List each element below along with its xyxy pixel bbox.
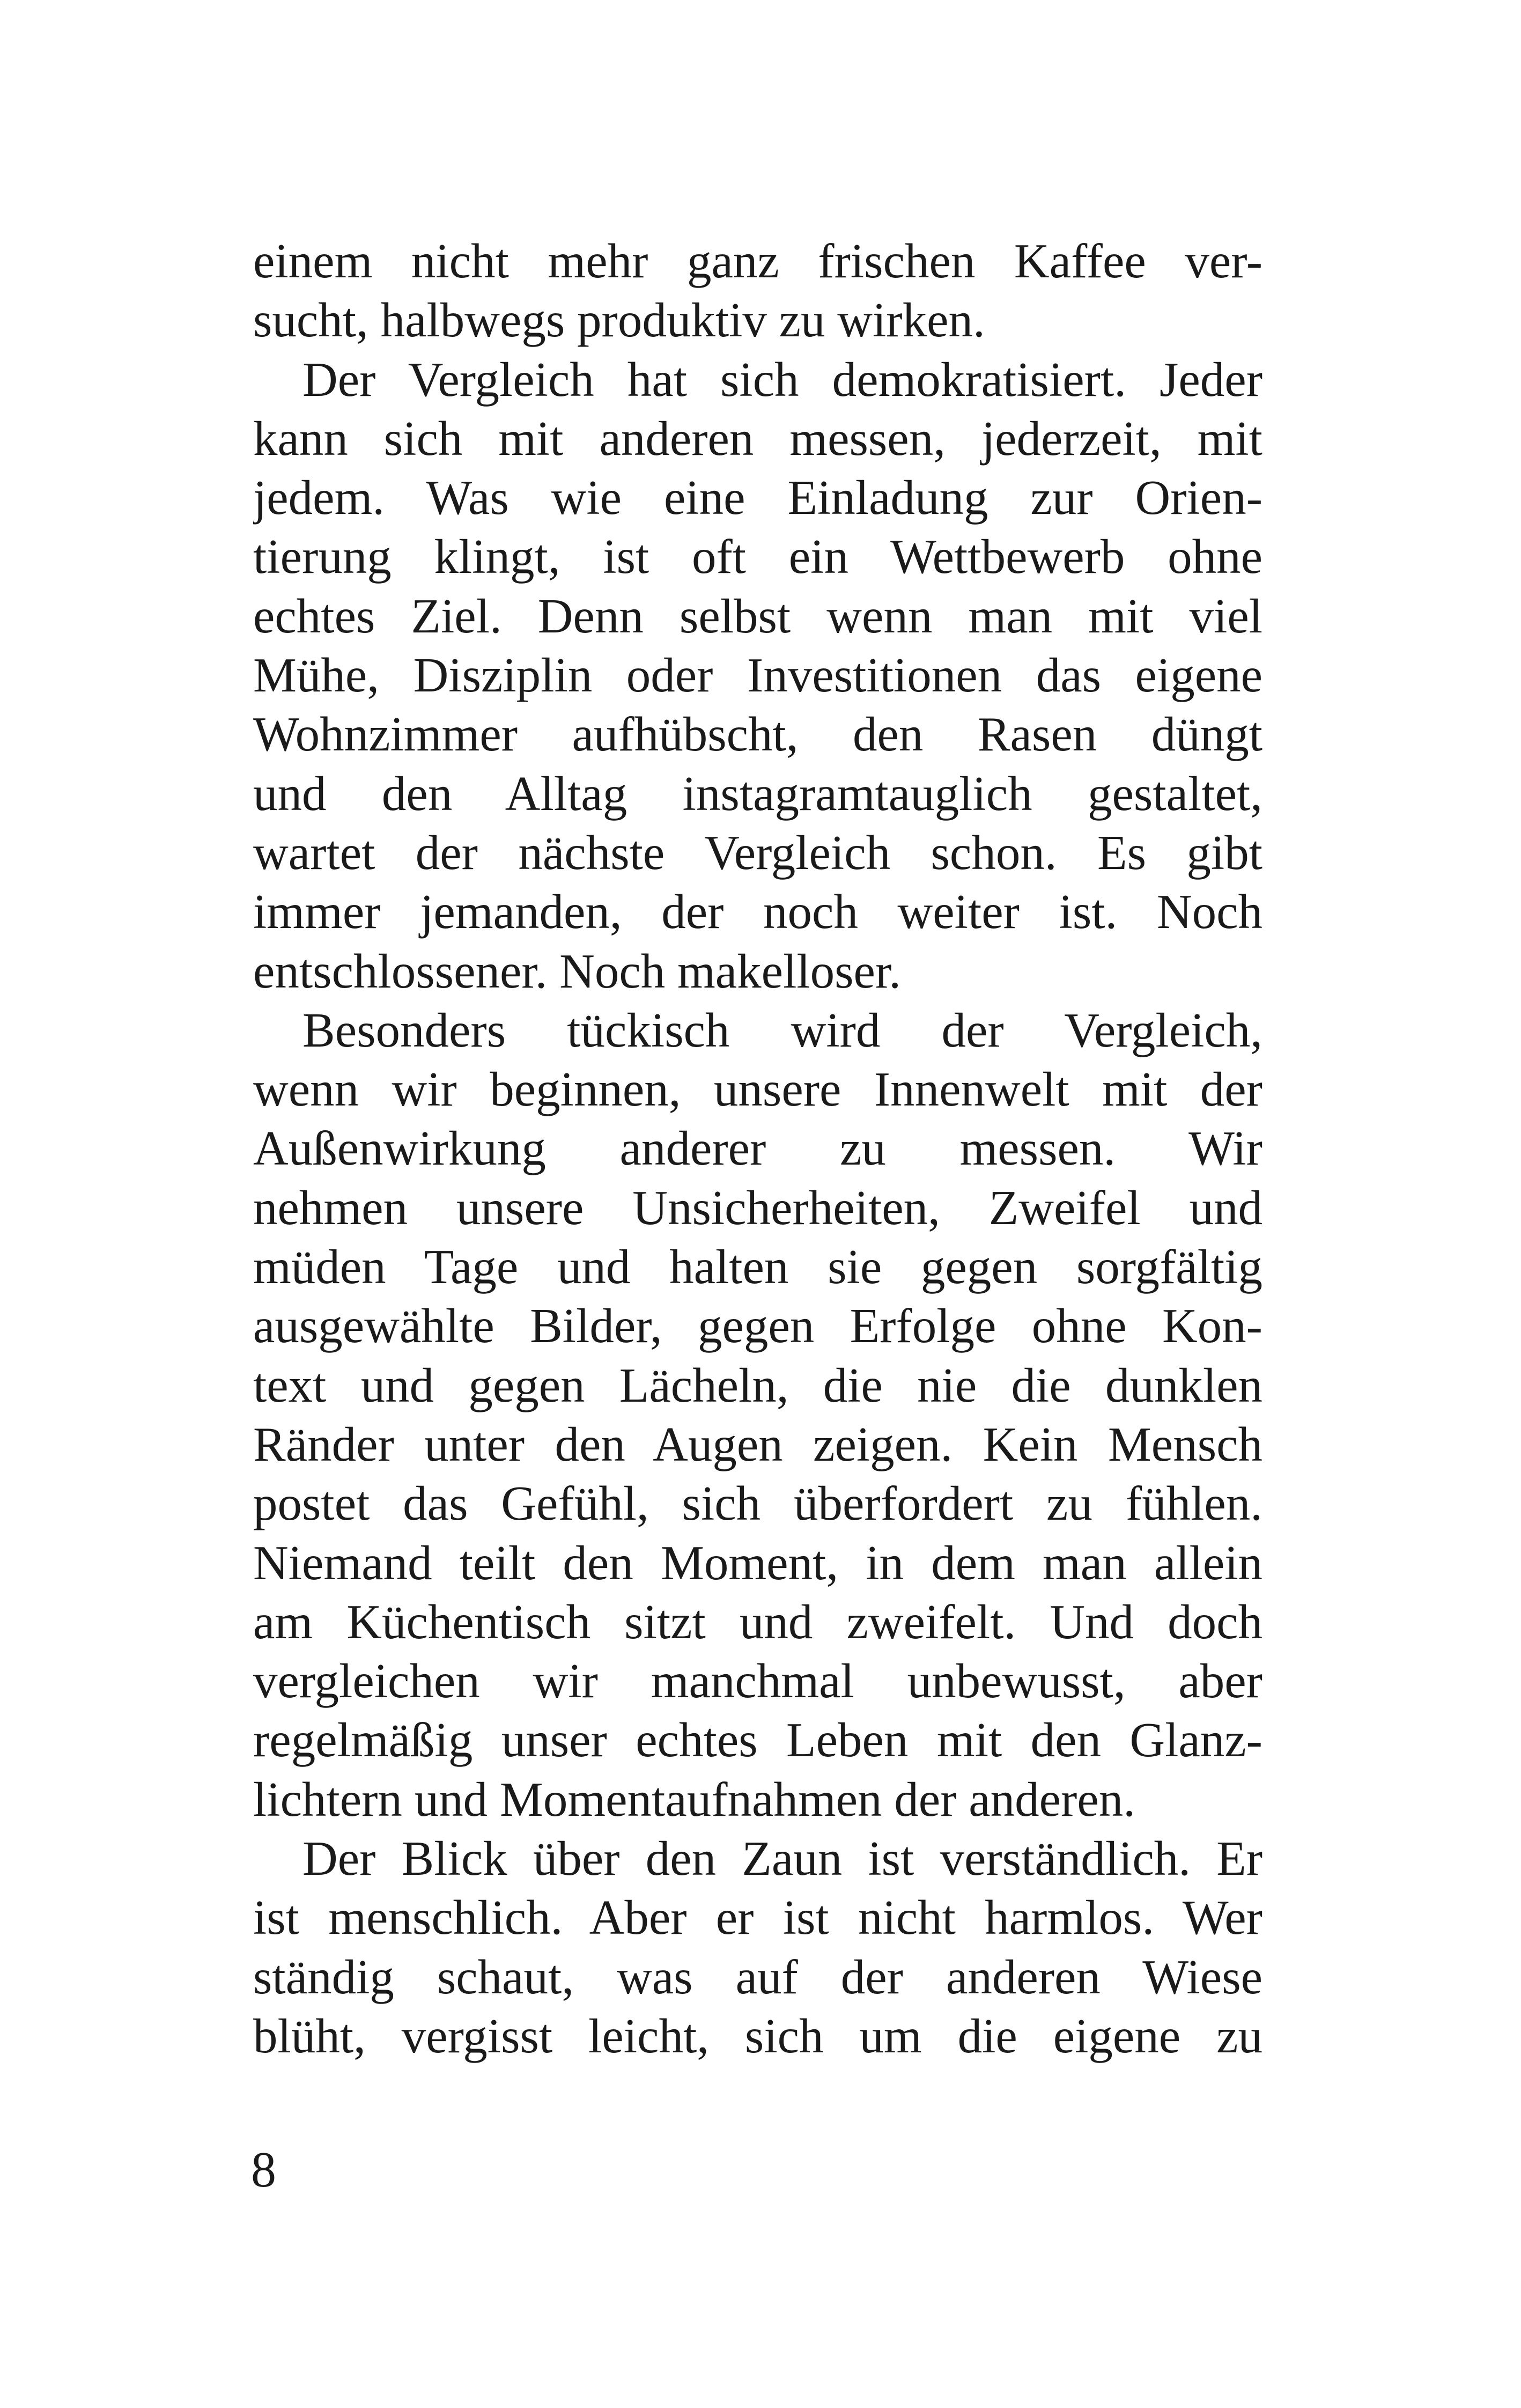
text-line: entschlossener. Noch makelloser. bbox=[253, 944, 901, 998]
text-line: text und gegen Lächeln, die nie die dunklen bbox=[253, 1358, 1262, 1412]
text-line: Ränder unter den Augen zeigen. Kein Mensch bbox=[253, 1417, 1262, 1471]
paragraph-2 bbox=[253, 350, 1262, 1001]
text-line: Außenwirkung anderer zu messen. Wir bbox=[253, 1121, 1262, 1176]
text-line: sucht, halbwegs produktiv zu wirken. bbox=[253, 293, 985, 348]
text-line: ausgewählte Bilder, gegen Erfolge ohne Kon- bbox=[253, 1299, 1262, 1353]
paragraph-3 bbox=[253, 1001, 1262, 1829]
text-line: tierung klingt, ist oft ein Wettbewerb ohne bbox=[253, 529, 1262, 584]
paragraph-1 bbox=[253, 232, 1262, 350]
text-line: Besonders tückisch wird der Vergleich, bbox=[302, 1003, 1262, 1057]
text-line: Der Vergleich hat sich demokratisiert. Jeder bbox=[302, 352, 1262, 407]
page-number: 8 bbox=[251, 2142, 276, 2198]
text-line: immer jemanden, der noch weiter ist. Noch bbox=[253, 885, 1262, 939]
paragraph-4 bbox=[253, 1829, 1262, 2066]
text-line: postet das Gefühl, sich überfordert zu fühlen. bbox=[253, 1476, 1262, 1531]
text-line: müden Tage und halten sie gegen sorgfältig bbox=[253, 1240, 1262, 1294]
text-line: wenn wir beginnen, unsere Innenwelt mit der bbox=[253, 1062, 1262, 1117]
text-line: ist menschlich. Aber er ist nicht harmlos. Wer bbox=[253, 1890, 1262, 1945]
text-line: kann sich mit anderen messen, jederzeit, mit bbox=[253, 411, 1262, 466]
text-line: einem nicht mehr ganz frischen Kaffee ver- bbox=[253, 234, 1262, 288]
text-line: blüht, vergisst leicht, sich um die eigene zu bbox=[253, 2008, 1262, 2063]
text-line: ständig schaut, was auf der anderen Wiese bbox=[253, 1949, 1262, 2004]
text-line: nehmen unsere Unsicherheiten, Zweifel und bbox=[253, 1180, 1262, 1235]
text-line: wartet der nächste Vergleich schon. Es gibt bbox=[253, 825, 1262, 880]
text-line: und den Alltag instagramtauglich gestaltet, bbox=[253, 766, 1262, 821]
text-line: Der Blick über den Zaun ist verständlich. Er bbox=[302, 1831, 1262, 1886]
text-line: regelmäßig unser echtes Leben mit den Glanz- bbox=[253, 1713, 1262, 1768]
text-line: Mühe, Disziplin oder Investitionen das eigene bbox=[253, 648, 1262, 703]
text-line: Niemand teilt den Moment, in dem man allein bbox=[253, 1535, 1262, 1590]
body-text bbox=[253, 232, 1262, 2066]
text-line: Wohnzimmer aufhübscht, den Rasen düngt bbox=[253, 707, 1262, 762]
text-line: echtes Ziel. Denn selbst wenn man mit viel bbox=[253, 588, 1262, 643]
text-line: am Küchentisch sitzt und zweifelt. Und doch bbox=[253, 1594, 1262, 1649]
text-line: lichtern und Momentaufnahmen der anderen. bbox=[253, 1772, 1135, 1827]
text-line: vergleichen wir manchmal unbewusst, aber bbox=[253, 1654, 1262, 1709]
text-line: jedem. Was wie eine Einladung zur Orien- bbox=[253, 470, 1262, 525]
